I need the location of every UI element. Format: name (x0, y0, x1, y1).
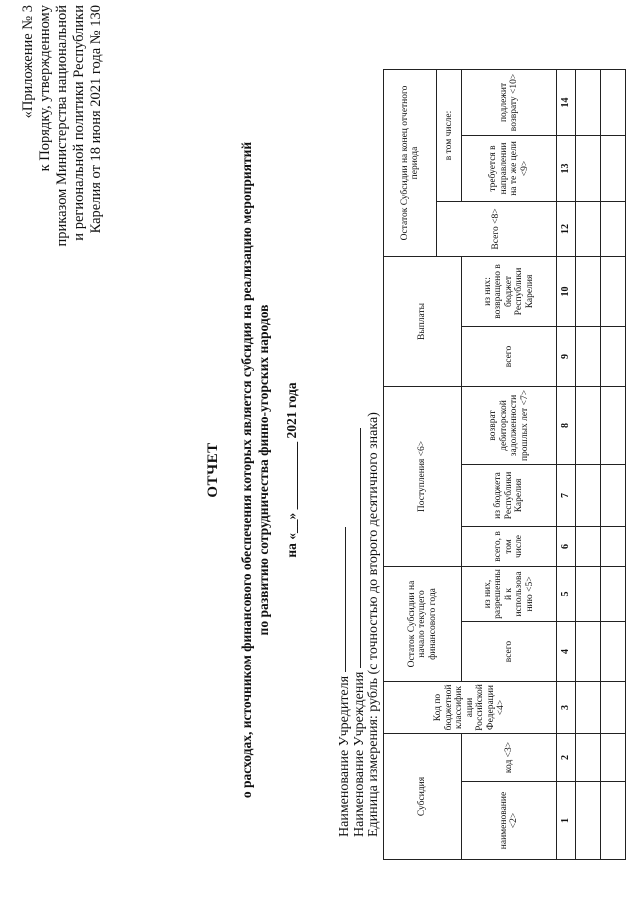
table-cell[interactable] (576, 256, 601, 326)
table-cell[interactable] (576, 386, 601, 464)
table-row (576, 69, 601, 859)
header-receipts: Поступления <6> (384, 386, 462, 566)
header-allowed-start: из них, разрешенный к использованию <5> (462, 566, 557, 621)
report-table (383, 69, 626, 860)
appendix-line: «Приложение № 3 (20, 5, 36, 119)
subtitle-line: о расходах, источником финансового обеспечения которых является субсидия на реализацию мероприятий (239, 141, 254, 799)
column-number: 5 (557, 566, 576, 621)
table-cell[interactable] (601, 526, 626, 566)
column-number: 13 (557, 135, 576, 201)
header-balance-end: Остаток Субсидии на конец отчетного периода (384, 69, 437, 256)
column-number: 6 (557, 526, 576, 566)
header-to-return: подлежит возврату <10> (462, 69, 557, 135)
column-number: 3 (557, 682, 576, 734)
table-cell[interactable] (576, 526, 601, 566)
column-number: 9 (557, 326, 576, 386)
table-cell[interactable] (601, 464, 626, 526)
founder-row (338, 412, 353, 837)
table-cell[interactable] (601, 622, 626, 682)
header-payments: Выплаты (384, 256, 462, 386)
appendix-line: приказом Министерства национальной (54, 5, 70, 247)
appendix-line: к Порядку, утвержденному (37, 5, 53, 172)
table-cell[interactable] (601, 566, 626, 621)
table-cell[interactable] (576, 69, 601, 135)
table-row (601, 69, 626, 859)
table-cell[interactable] (576, 734, 601, 782)
report-meta (338, 412, 382, 837)
column-number: 7 (557, 464, 576, 526)
header-subsidy: Субсидия (384, 734, 462, 860)
header-code: код <3> (462, 734, 557, 782)
table-cell[interactable] (601, 201, 626, 256)
table-cell[interactable] (576, 566, 601, 621)
header-name: наименование <2> (462, 782, 557, 860)
table-cell[interactable] (576, 622, 601, 682)
header-needed: требуется в направлении на те же цели <9> (462, 135, 557, 201)
appendix-line: Карелия от 18 июня 2021 года № 130 (88, 5, 104, 234)
header-payments-total: всего (462, 326, 557, 386)
unit-label: Единица измерения: рубль (с точностью до второго десятичного знака) (366, 412, 381, 837)
column-number: 10 (557, 256, 576, 326)
founder-label: Наименование Учредителя (337, 675, 352, 837)
appendix-note (20, 5, 105, 265)
header-receipts-total: всего, в том числе (462, 526, 557, 566)
institution-field[interactable] (360, 428, 361, 668)
institution-row (353, 412, 368, 837)
header-total-start: всего (462, 622, 557, 682)
header-balance-start: Остаток Субсидии на начало текущего финансового года (384, 566, 462, 681)
table-cell[interactable] (601, 69, 626, 135)
column-number: 8 (557, 386, 576, 464)
institution-label: Наименование Учреждения (351, 671, 367, 837)
header-including: в том числе: (437, 69, 462, 201)
unit-row (367, 412, 382, 837)
column-number: 4 (557, 622, 576, 682)
header-debt-return: возврат дебиторской задолженности прошлых лет <7> (462, 386, 557, 464)
header-end-total: Всего <8> (437, 201, 557, 256)
table-cell[interactable] (576, 464, 601, 526)
table-cell[interactable] (601, 734, 626, 782)
table-cell[interactable] (601, 386, 626, 464)
table-cell[interactable] (601, 135, 626, 201)
header-returned: из них: возвращено в бюджет Республики Карелия (462, 256, 557, 326)
subtitle-line: по развитию сотрудничества финно-угорских народов (256, 304, 271, 636)
title-block (205, 75, 300, 865)
column-number: 12 (557, 201, 576, 256)
appendix-line: и региональной политики Республики (71, 5, 87, 241)
header-budget-code: Код по бюджетной классификации Российской Федерации <4> (384, 682, 557, 734)
table-cell[interactable] (601, 782, 626, 860)
table-cell[interactable] (576, 782, 601, 860)
table-cell[interactable] (576, 135, 601, 201)
document-subtitle (238, 75, 272, 865)
document-title: ОТЧЕТ (205, 442, 221, 498)
table-cell[interactable] (601, 326, 626, 386)
header-from-budget: из бюджета Республики Карелия (462, 464, 557, 526)
column-number-row (557, 69, 576, 859)
table-cell[interactable] (576, 682, 601, 734)
table-cell[interactable] (601, 682, 626, 734)
column-number: 1 (557, 782, 576, 860)
founder-field[interactable] (345, 527, 346, 672)
table-cell[interactable] (576, 326, 601, 386)
report-date: на «__» __________ 2021 года (284, 382, 299, 558)
table-cell[interactable] (576, 201, 601, 256)
column-number: 14 (557, 69, 576, 135)
column-number: 2 (557, 734, 576, 782)
table-cell[interactable] (601, 256, 626, 326)
